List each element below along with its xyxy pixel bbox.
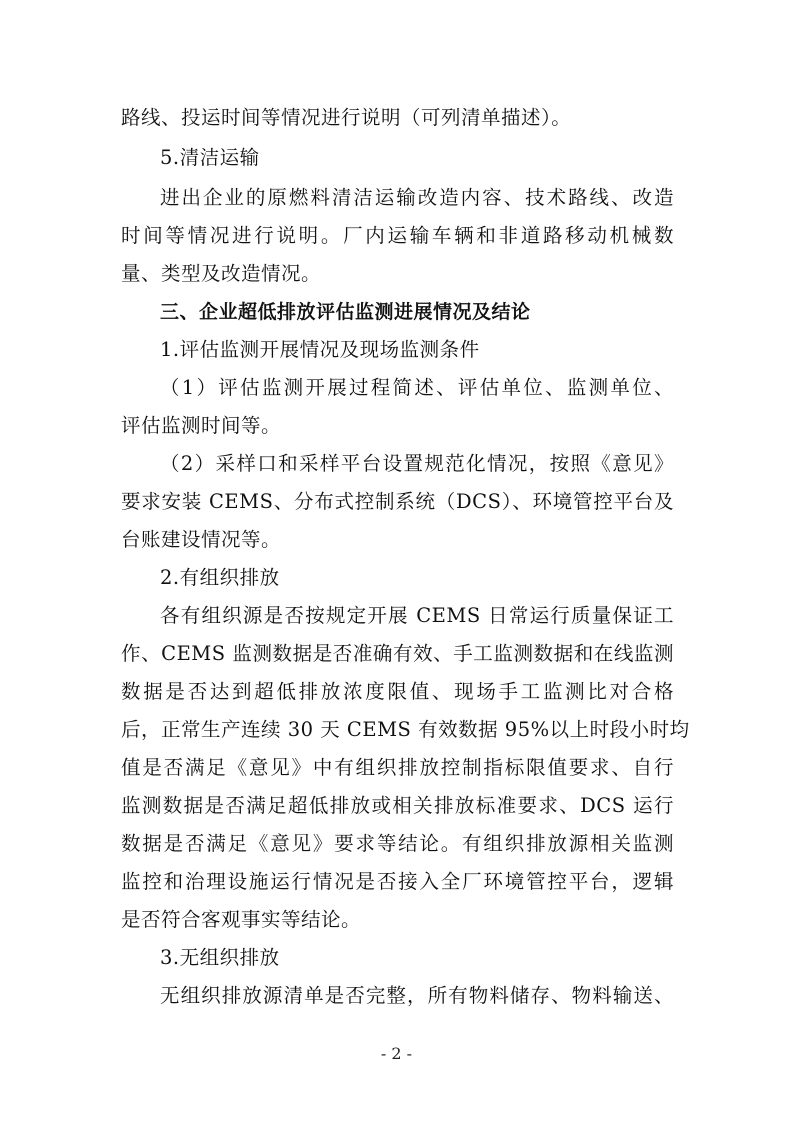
body-text-line: 路线、投运时间等情况进行说明（可列清单描述）。 (121, 106, 572, 129)
body-text-line: 无组织排放源清单是否完整，所有物料储存、物料输送、 (160, 984, 674, 1007)
body-text-line: 值是否满足《意见》中有组织排放控制指标限值要求、自行 (121, 756, 674, 779)
body-text-line: 作、CEMS 监测数据是否准确有效、手工监测数据和在线监测 (121, 642, 674, 665)
body-text-line: 量、类型及改造情况。 (121, 262, 322, 285)
body-text-line: （2）采样口和采样平台设置规范化情况，按照《意见》 (160, 452, 674, 475)
body-text-line: 台账建设情况等。 (121, 528, 282, 551)
subsection-heading: 1.评估监测开展情况及现场监测条件 (160, 338, 480, 361)
body-text-line: 是否符合客观事实等结论。 (121, 908, 362, 931)
body-text-line: 数据是否满足《意见》要求等结论。有组织排放源相关监测 (121, 832, 674, 855)
section-heading: 三、企业超低排放评估监测进展情况及结论 (160, 301, 531, 323)
subsection-heading: 5.清洁运输 (160, 146, 260, 169)
body-text-line: 进出企业的原燃料清洁运输改造内容、技术路线、改造 (160, 186, 674, 209)
body-text-line: 各有组织源是否按规定开展 CEMS 日常运行质量保证工 (160, 604, 674, 627)
body-text-line: （1）评估监测开展过程简述、评估单位、监测单位、 (160, 376, 674, 399)
body-text-line: 要求安装 CEMS、分布式控制系统（DCS）、环境管控平台及 (121, 490, 674, 513)
page-number: - 2 - (380, 1044, 413, 1063)
body-text-line: 时间等情况进行说明。厂内运输车辆和非道路移动机械数 (121, 224, 674, 247)
body-text-line: 数据是否达到超低排放浓度限值、现场手工监测比对合格 (121, 680, 674, 703)
body-text-line: 后，正常生产连续 30 天 CEMS 有效数据 95%以上时段小时均 (121, 718, 690, 741)
body-text-line: 评估监测时间等。 (121, 414, 282, 437)
subsection-heading: 3.无组织排放 (160, 946, 280, 969)
body-text-line: 监测数据是否满足超低排放或相关排放标准要求、DCS 运行 (121, 794, 674, 817)
subsection-heading: 2.有组织排放 (160, 566, 280, 589)
body-text-line: 监控和治理设施运行情况是否接入全厂环境管控平台，逻辑 (121, 870, 674, 893)
